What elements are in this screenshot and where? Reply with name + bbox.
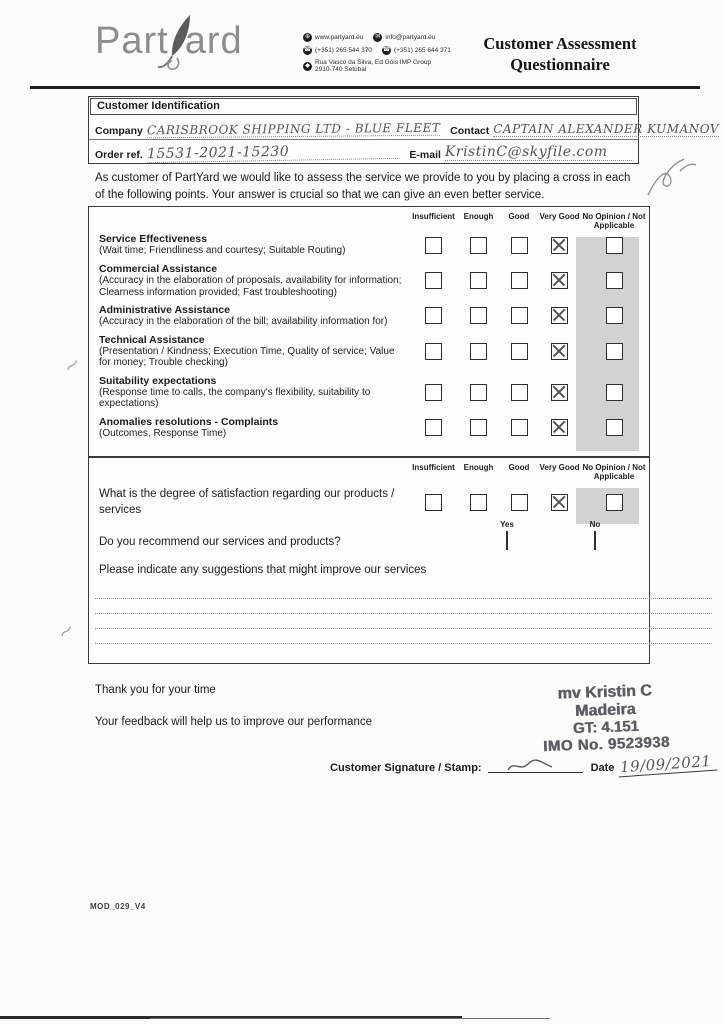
checkbox-good (511, 384, 528, 401)
column-header: Good (508, 463, 530, 472)
checkbox-no-opinion (606, 307, 623, 324)
row-description: (Outcomes, Response Time) (99, 427, 227, 439)
row-description: (Accuracy in the elaboration of the bill; availability information for) (99, 316, 388, 328)
checkbox-enough (470, 237, 487, 254)
globe-icon: ⊕ (304, 34, 311, 41)
row-title: Service Effectiveness (99, 233, 207, 246)
checkbox-insufficient (425, 307, 442, 324)
feather-icon (157, 14, 199, 82)
signature-field (488, 756, 583, 773)
email-text: info@partyard.eu (385, 33, 436, 41)
checkbox-very-good (551, 494, 568, 511)
checkbox-no-opinion (606, 384, 623, 401)
checkbox-enough (470, 419, 487, 436)
checkbox-good (511, 307, 528, 324)
checkbox-enough (470, 272, 487, 289)
assessment-row (89, 301, 649, 331)
header-divider (30, 86, 700, 89)
assessment-row (89, 260, 649, 301)
assessment-row (89, 413, 649, 443)
checkbox-very-good (551, 343, 568, 360)
checkbox-insufficient (425, 494, 442, 511)
checkbox-yes (506, 531, 508, 550)
row-title: Technical Assistance (99, 333, 205, 346)
row-description: (Wait time; Friendliness and courtesy; Suitable Routing) (99, 245, 346, 257)
address-text: Rua Vasco da Silva, Ed Góis IMP Group 2910-740 Setúbal (315, 59, 432, 74)
signature-squiggle (506, 758, 556, 774)
suggestion-line (95, 613, 712, 614)
identification-row (89, 116, 720, 140)
order-ref-label: Order ref. (95, 149, 143, 161)
phone-icon: ☎ (382, 47, 391, 54)
logo-text-right: ard (184, 20, 243, 62)
order-ref-field: 15531-2021-15230 (147, 142, 400, 163)
satisfaction-question: What is the degree of satisfaction regarding our products / services (99, 488, 395, 516)
section-title: Customer Identification (90, 98, 637, 115)
logo-text-left: Part (95, 20, 169, 62)
stamp-port: Madeira (574, 700, 636, 720)
scan-edge-artifact (150, 1018, 550, 1019)
checkbox-no-opinion (606, 494, 623, 511)
ship-stamp (517, 681, 694, 756)
checkbox-good (511, 272, 528, 289)
thanks-text: Thank you for your time (95, 684, 216, 696)
stamp-vessel-name: mv Kristin C (557, 682, 652, 703)
ratings-header-row (89, 458, 649, 481)
no-label: No (589, 520, 601, 529)
checkbox-insufficient (425, 272, 442, 289)
column-header: Very Good (539, 212, 580, 221)
row-description: (Presentation / Kindness; Execution Time, Quality of service; Value for money; Trouble checking) (99, 345, 395, 369)
identification-row (89, 140, 638, 163)
checkbox-very-good (551, 272, 568, 289)
row-description: (Response time to calls, the company's flexibility, suitability to expectations) (99, 386, 371, 410)
suggestion-line (95, 628, 712, 629)
intro-paragraph: As customer of PartYard we would like to assess the service we provide to you by placing a cross in each of the following points. Your answer is crucial so that we can give an even better service. (95, 172, 631, 201)
checkbox-very-good (551, 307, 568, 324)
scan-artifact (58, 623, 77, 641)
checkbox-very-good (551, 419, 568, 436)
checkbox-no-opinion (606, 419, 623, 436)
no-option (575, 520, 615, 550)
recommend-question: Do you recommend our services and products? (99, 536, 341, 548)
signature-row (330, 751, 718, 777)
checkbox-no-opinion (606, 237, 623, 254)
stamp-imo: IMO No. 9523938 (542, 733, 671, 755)
column-header: Enough (463, 212, 494, 221)
suggestion-line (95, 643, 712, 644)
customer-identification-box (88, 96, 720, 164)
page-title: Customer Assessment Questionnaire (483, 34, 637, 75)
checkbox-good (511, 343, 528, 360)
phone-icon: ☎ (303, 47, 312, 54)
row-title: Commercial Assistance (99, 262, 218, 275)
mail-icon: ✉ (375, 34, 381, 41)
checkbox-no (594, 531, 596, 550)
checkbox-no-opinion (606, 343, 623, 360)
contact-field: CAPTAIN ALEXANDER KUMANOV (493, 122, 720, 136)
assessment-row (89, 230, 649, 260)
ratings-header-row (89, 207, 649, 230)
phone2-text: (+351) 265 644 371 (393, 46, 451, 54)
phone1-text: (+351) 265 544 370 (315, 46, 372, 54)
checkbox-good (511, 419, 528, 436)
checkbox-very-good (551, 384, 568, 401)
checkbox-enough (470, 494, 487, 511)
row-title: Administrative Assistance (99, 304, 230, 316)
date-label: Date (590, 762, 615, 774)
assessment-row (89, 372, 649, 413)
row-title: Suitability expectations (99, 374, 217, 387)
checkbox-insufficient (425, 237, 442, 254)
column-header: No Opinion / Not Applicable (582, 212, 646, 231)
yes-label: Yes (500, 520, 514, 529)
checkbox-enough (470, 384, 487, 401)
checkbox-good (511, 237, 528, 254)
suggestion-line (95, 598, 712, 599)
document-code: MOD_029_V4 (90, 902, 146, 911)
location-pin-icon: ◆ (303, 62, 312, 71)
column-header: No Opinion / Not Applicable (582, 463, 646, 482)
contact-label: Contact (450, 125, 490, 137)
checkbox-enough (470, 307, 487, 324)
suggestions-prompt: Please indicate any suggestions that might improve our services (99, 564, 427, 576)
partyard-logo (95, 20, 243, 82)
company-label: Company (95, 125, 143, 137)
row-description: (Accuracy in the elaboration of proposals, availability for information; Clearness information provided; Fast troubleshooting) (99, 275, 402, 298)
assessment-table (88, 206, 650, 457)
column-header: Enough (463, 463, 494, 472)
checkbox-no-opinion (606, 272, 623, 289)
column-header: Very Good (539, 463, 580, 472)
checkbox-enough (470, 343, 487, 360)
column-header: Good (508, 212, 530, 221)
checkbox-insufficient (425, 343, 442, 360)
stamp-gt: GT: 4.151 (572, 717, 640, 737)
assessment-row (89, 331, 649, 372)
checkbox-insufficient (425, 419, 442, 436)
yes-option (487, 520, 527, 550)
column-header: Insufficient (412, 212, 455, 221)
feedback-text: Your feedback will help us to improve our performance (95, 716, 372, 728)
email-field: KristinC@skyfile.com (445, 144, 632, 161)
column-header: Insufficient (412, 463, 455, 472)
satisfaction-row (89, 487, 649, 518)
checkbox-insufficient (425, 384, 442, 401)
margin-scribble (640, 155, 700, 208)
checkbox-good (511, 494, 528, 511)
company-contact-block (303, 33, 478, 77)
date-field: 19/09/2021 (618, 752, 719, 778)
row-title: Anomalies resolutions - Complaints (99, 415, 279, 428)
company-field: CARISBROOK SHIPPING LTD - BLUE FLEET (146, 120, 441, 138)
checkbox-very-good (551, 237, 568, 254)
email-label: E-mail (409, 149, 441, 161)
scan-artifact (64, 357, 83, 375)
signature-label: Customer Signature / Stamp: (330, 762, 482, 774)
satisfaction-box (88, 457, 650, 664)
website-text: www.partyard.eu (315, 33, 364, 41)
